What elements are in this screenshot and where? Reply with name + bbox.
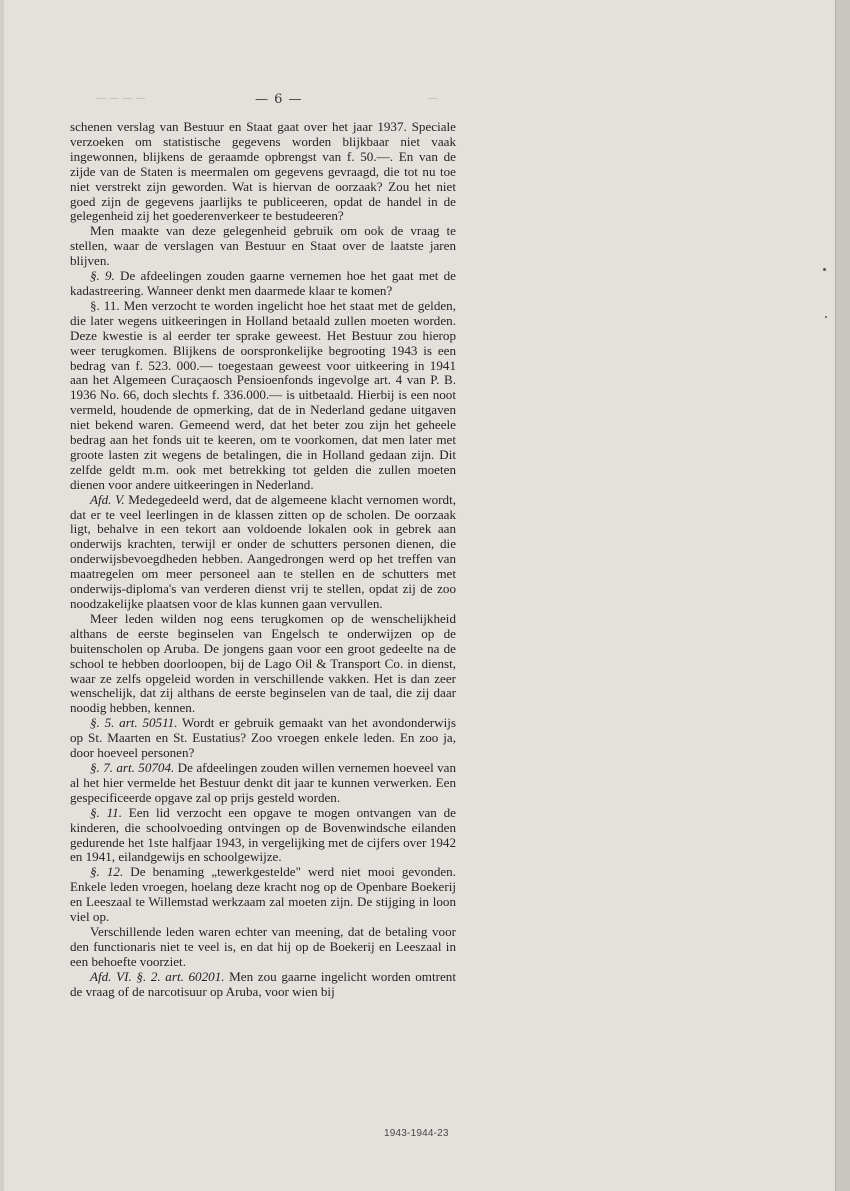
page-right-edge xyxy=(835,0,850,1191)
paragraph-lead: §. 5. art. 50511. xyxy=(90,715,178,731)
paragraph-3 xyxy=(70,269,456,299)
paragraph-5 xyxy=(70,493,456,612)
paragraph-4 xyxy=(70,299,456,493)
paragraph-text: Meer leden wilden nog eens terugkomen op de wenschelijkheid althans de eerste beginselen van Engelsch te onderwijzen op de buitenscholen op Aruba. De jongens gaan voor een groot gedeelte na de school te hebben doorloopen, bij de Lago Oil & Transport Co. in dienst, waar ze zelfs opgeleid worden in verschillende vakken. Het is dan zeer wenschelijk, dat zij althans de eerste beginselen van de taal, die zij daar noodig hebben, kennen. xyxy=(70,610,456,716)
paragraph-8 xyxy=(70,761,456,806)
paragraph-6 xyxy=(70,612,456,716)
page-number: — 6 — xyxy=(255,92,303,107)
paragraph-text: Wordt er gebruik gemaakt van het avondonderwijs op St. Maarten en St. Eustatius? Zoo vroegen enkele leden. En zoo ja, door hoeveel personen? xyxy=(70,715,456,761)
paragraph-text: De benaming „tewerkgestelde" werd niet mooi gevonden. Enkele leden vroegen, hoelang deze kracht nog op de Openbare Boekerij en Leeszaal te Willemstad werkzaam zal moeten zijn. De stijging in loon viel op. xyxy=(70,864,456,925)
body-text xyxy=(70,120,456,999)
paragraph-text: schenen verslag van Bestuur en Staat gaat over het jaar 1937. Speciale verzoeken om statistische gegevens worden blijkbaar niet vaak ingewonnen, blijkens de geraamde opbrengst van f. 50.—. En van de zijde van de Staten is meermalen om gegevens gevraagd, die tot nu toe niet verstrekt zijn geworden. Wat is hiervan de oorzaak? Zou het niet goed zijn de gegevens jaarlijks te publiceeren, opdat de handel in de gelegenheid zij het goederenverkeer te bestudeeren? xyxy=(70,119,456,224)
paragraph-7 xyxy=(70,716,456,761)
paragraph-lead: Afd. VI. §. 2. art. 60201. xyxy=(90,968,225,984)
page-left-edge xyxy=(0,0,4,1191)
paragraph-text: Verschillende leden waren echter van meening, dat de betaling voor den functionaris niet te veel is, en dat hij op de Boekerij en Leeszaal in een behoefte voorziet. xyxy=(70,923,456,969)
paragraph-lead: §. 11. xyxy=(90,804,123,820)
paper-speck xyxy=(825,316,827,318)
paragraph-text: De afdeelingen zouden willen vernemen hoeveel van al het hier vermelde het Bestuur denkt dit jaar te kunnen verwerken. Een gespecificeerde opgave zal op prijs gesteld worden. xyxy=(70,759,456,805)
paragraph-lead: Afd. V. xyxy=(90,491,125,507)
paragraph-9 xyxy=(70,806,456,866)
paragraph-text: De afdeelingen zouden gaarne vernemen hoe het gaat met de kadastreering. Wanneer denkt men daarmede klaar te komen? xyxy=(70,268,456,298)
paragraph-1 xyxy=(70,120,456,224)
paragraph-text: Een lid verzocht een opgave te mogen ontvangen van de kinderen, die schoolvoeding ontvingen op de Bovenwindsche eilanden gedurende het 1ste halfjaar 1943, in vergelijking met de cijfers over 1942 en 1941, eilandgewijs en schoolgewijze. xyxy=(70,804,456,865)
paper-speck xyxy=(823,268,826,271)
paragraph-lead: §. 7. art. 50704. xyxy=(90,759,175,775)
paragraph-text: Medegedeeld werd, dat de algemeene klacht vernomen wordt, dat er te veel leerlingen in de klassen zitten op de scholen. De oorzaak ligt, behalve in een tekort aan voldoende lokalen ook in gebrek aan onderwijs krachten, terwijl er onder de schutters personen dienen, die onderwijsbevoegdheden hebben. Aangedrongen werd op het treffen van maatregelen om meer personeel aan te stellen en de schutters met onderwijs-diploma's van verderen dienst vrij te stellen, opdat zij de zoo noodzakelijke plaatsen voor de klas kunnen gaan vervullen. xyxy=(70,491,456,611)
paragraph-lead: §. 9. xyxy=(90,268,115,284)
top-right-marks: — xyxy=(428,93,438,104)
paragraph-text: Men maakte van deze gelegenheid gebruik om ook de vraag te stellen, waar de verslagen van Bestuur en Staat over de laatste jaren blijven. xyxy=(70,223,456,269)
paragraph-11 xyxy=(70,925,456,970)
paragraph-lead: §. 12. xyxy=(90,864,124,880)
top-left-marks: — — — — xyxy=(96,93,146,104)
paragraph-text: Men zou gaarne ingelicht worden omtrent de vraag of de narcotisuur op Aruba, voor wien bij xyxy=(70,968,456,999)
footer-code: 1943-1944-23 xyxy=(384,1128,449,1139)
paragraph-12 xyxy=(70,970,456,1000)
paragraph-text: §. 11. Men verzocht te worden ingelicht hoe het staat met de gelden, die later wegens uitkeeringen in Holland betaald zullen moeten worden. Deze kwestie is al eerder ter sprake geweest. Het Bestuur zou hierop weer terugkomen. Blijkens de oorspronkelijke begrooting 1943 is een bedrag van f. 523. 000.— toegestaan geweest voor uitkeering in 1941 aan het Algemeen Curaçaosch Pensioenfonds ingevolge art. 4 van P. B. 1936 No. 66, doch slechts f. 336.000.— is uitbetaald. Hierbij is een noot vermeld, houdende de opmerking, dat de in Nederland gedane uitgaven niet bekend waren. Gemeend werd, dat het beter zou zijn het geheele bedrag aan het fonds uit te keeren, om te voorkomen, dat men later met groote lasten zit wegens de betalingen, die in Holland gedaan zijn. Dit zelfde geldt m.m. ook met betrekking tot gelden die zullen moeten dienen voor andere uitkeeringen in Nederland. xyxy=(70,297,456,492)
paragraph-2 xyxy=(70,224,456,269)
paragraph-10 xyxy=(70,865,456,925)
